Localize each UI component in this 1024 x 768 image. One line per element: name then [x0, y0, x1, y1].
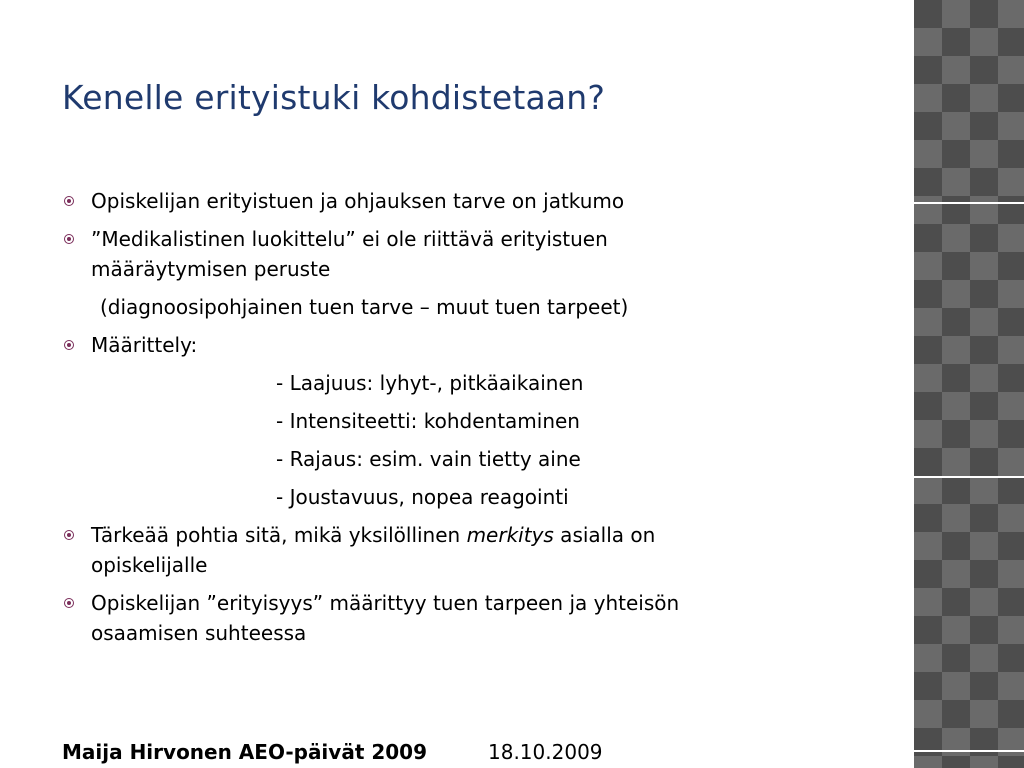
definition-item: - Joustavuus, nopea reagointi: [276, 485, 569, 509]
text-after: asialla on: [553, 523, 656, 547]
panel-divider: [914, 202, 1024, 204]
footer-date: 18.10.2009: [488, 740, 603, 764]
definition-label: Määrittely:: [91, 333, 198, 357]
text-before: Tärkeää pohtia sitä, mikä yksilöllinen: [91, 523, 467, 547]
bullet-text-line-1: Opiskelijan ”erityisyys” määrittyy tuen tarpeen ja yhteisön: [91, 591, 680, 615]
bullet-icon: [64, 598, 74, 608]
bullet-text: Opiskelijan erityistuen ja ohjauksen tarve on jatkumo: [91, 189, 625, 213]
bullet-item-4: [62, 520, 892, 580]
definition-item: - Laajuus: lyhyt-, pitkäaikainen: [276, 371, 584, 395]
bullet-text-line-1: ”Medikalistinen luokittelu” ei ole riittävä erityistuen: [91, 227, 608, 251]
decorative-side-panel: [914, 0, 1024, 768]
slide-content: [62, 186, 892, 648]
bullet-item-5: [62, 588, 892, 648]
bullet-text-line-2: osaamisen suhteessa: [91, 621, 307, 645]
bullet-text-line-2: opiskelijalle: [91, 553, 208, 577]
sub-note: (diagnoosipohjainen tuen tarve – muut tuen tarpeet): [100, 295, 629, 319]
definition-item: - Intensiteetti: kohdentaminen: [276, 409, 580, 433]
bullet-text-line-1: [91, 520, 892, 550]
bullet-icon: [64, 530, 74, 540]
bullet-item-2: [62, 224, 892, 284]
bullet-text-line-2: määräytymisen peruste: [91, 257, 331, 281]
bullet-item-1: [62, 186, 892, 216]
emphasis-text: merkitys: [466, 523, 554, 547]
footer-author-event: Maija Hirvonen AEO-päivät 2009: [62, 740, 428, 764]
bullet-icon: [64, 340, 74, 350]
definition-item: - Rajaus: esim. vain tietty aine: [276, 447, 581, 471]
bullet-item-3: [62, 330, 892, 360]
slide-title: Kenelle erityistuki kohdistetaan?: [62, 78, 606, 117]
bullet-icon: [64, 196, 74, 206]
panel-divider: [914, 750, 1024, 752]
bullet-icon: [64, 234, 74, 244]
panel-divider: [914, 476, 1024, 478]
